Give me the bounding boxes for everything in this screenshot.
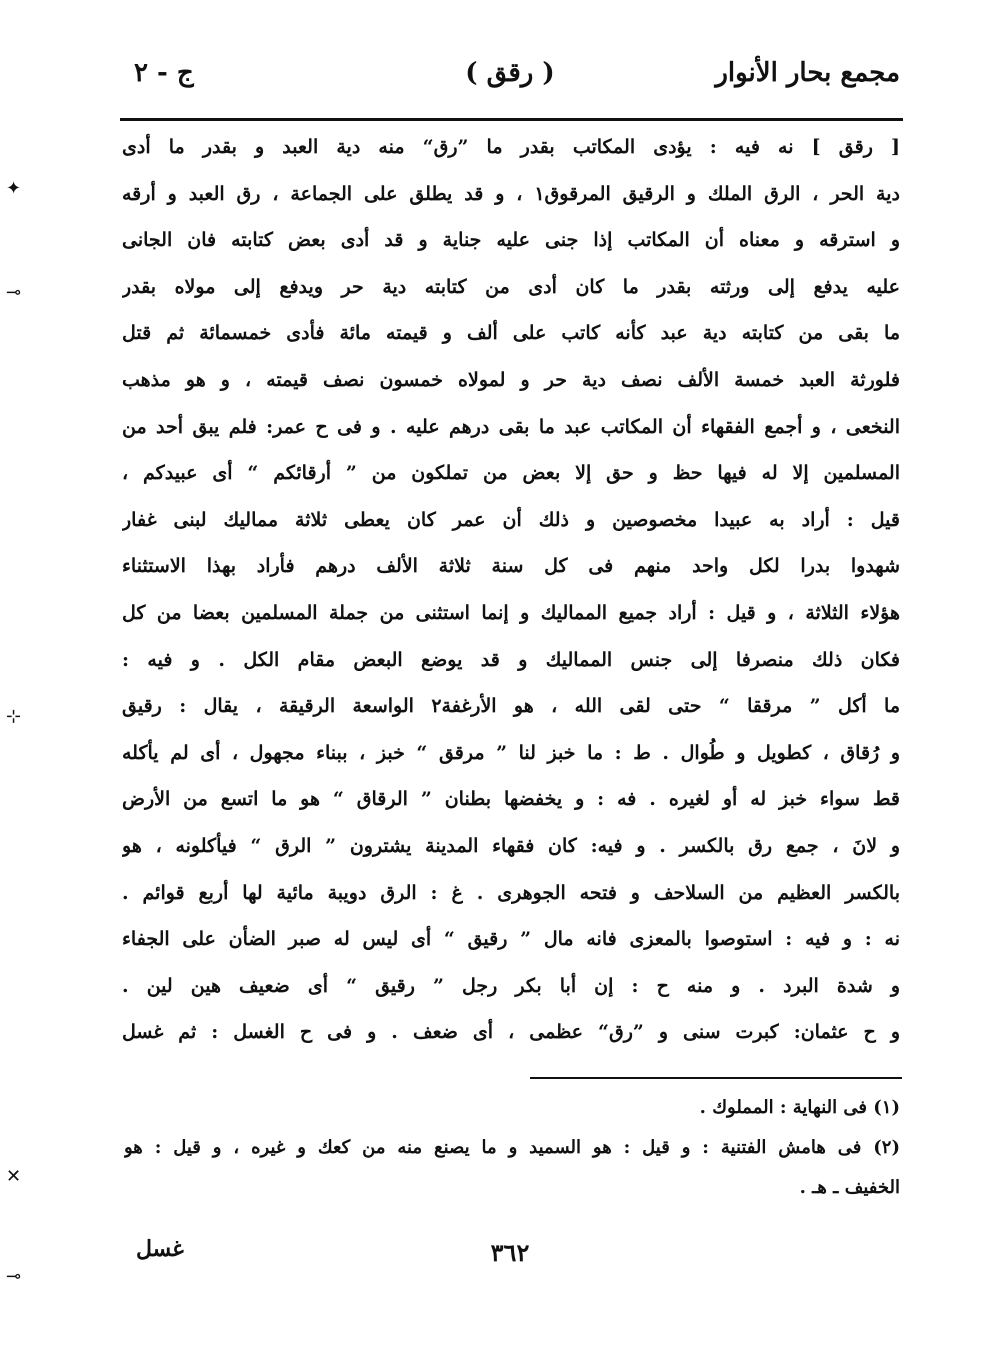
text-line: فكان ذلك منصرفا إلى جنس المماليك و قد يوضع البعض مقام الكل . و فيه :	[122, 648, 900, 671]
footnotes	[124, 1088, 900, 1208]
text-line: [ رقق ] نه فيه : يؤدى المكاتب بقدر ما ”رق“ منه دية العبد و بقدر ما أدى	[122, 136, 900, 158]
margin-mark-icon: ✦	[6, 178, 22, 199]
text-line: بالكسر العظيم من السلاحف و فتحه الجوهرى . غ : الرق دويبة مائية لها أربع قوائم .	[122, 881, 900, 904]
text-line: و شدة البرد . و منه ح : إن أبا بكر رجل ” رقيق “ أى ضعيف هين لين .	[122, 974, 900, 997]
root-heading: ( رقق )	[465, 58, 555, 88]
text-line: قط سواء خبز له أو لغيره . فه : و يخفضها بطنان ” الرقاق “ هو ما اتسع من الأرض	[122, 788, 900, 811]
text-line: عليه يدفع إلى ورثته بقدر ما كان أدى من كتابته دية حر ويدفع إلى مولاه بقدر	[122, 275, 900, 298]
margin-mark-icon: ⊹	[6, 706, 22, 727]
page-number: ٣٦٢	[490, 1238, 530, 1267]
header-rule	[120, 118, 903, 121]
text-line: هؤلاء الثلاثة ، و قيل : أراد جميع المماليك و إنما استثنى من جملة المسلمين بعضا من كل	[122, 601, 900, 624]
catchword: غسل	[136, 1236, 184, 1262]
margin-mark-icon: ⊸	[6, 282, 22, 303]
text-line: فلورثة العبد خمسة الألف نصف دية حر و لمولاه خمسون نصف قيمته ، و هو مذهب	[122, 368, 900, 391]
margin-mark-icon: ✕	[6, 1166, 22, 1187]
text-line: و استرقه و معناه أن المكاتب إذا جنى عليه جناية و قد أدى بعض كتابته فان الجانى	[122, 229, 900, 252]
footnote-1: (١) فى النهاية : المملوك .	[699, 1097, 900, 1118]
footnote-rule	[530, 1077, 902, 1079]
volume-label: ج - ٢	[134, 58, 194, 88]
text-line: ما أكل ” مرققا “ حتى لقى الله ، هو الأرغفة٢ الواسعة الرقيقة ، يقال : رقيق	[122, 695, 900, 718]
page-header	[120, 52, 900, 108]
margin-mark-icon: ⊸	[6, 1266, 22, 1287]
text-line: قيل : أراد به عبيدا مخصوصين و ذلك أن عمر كان يعطى ثلاثة مماليك لبنى غفار	[122, 508, 900, 531]
book-title: مجمع بحار الأنوار	[715, 58, 900, 88]
text-line: و لانَ ، جمع رق بالكسر . و فيه: كان فقهاء المدينة يشترون ” الرق “ فيأكلونه ، هو	[122, 834, 900, 857]
text-line: المسلمين إلا له فيها حظ و حق إلا بعض من تملكون من ” أرقائكم “ أى عبيدكم ،	[122, 462, 900, 485]
footnote-2: (٢) فى هامش الفتنية : و قيل : هو السميد و ما يصنع منه من كعك و غيره ، و قيل : هو	[124, 1137, 900, 1158]
text-line: دية الحر ، الرق الملك و الرقيق المرقوق١ ، و قد يطلق على الجماعة ، رق العبد و أرقه	[122, 182, 900, 205]
text-line: و رُقاق ، كطويل و طُوال . ط : ما خبز لنا ” مرقق “ خبز ، ببناء مجهول ، أى لم يأكله	[122, 741, 900, 764]
text-line: شهدوا بدرا لكل واحد منهم فى كل سنة ثلاثة الألف درهم فأراد بهذا الاستثناء	[122, 555, 900, 578]
text-line: النخعى ، و أجمع الفقهاء أن المكاتب عبد ما بقى درهم عليه . و فى ح عمر: فلم يبق أحد من	[122, 415, 900, 438]
text-line: و ح عثمان: كبرت سنى و ”رق“ عظمى ، أى ضعف . و فى ح الغسل : ثم غسل	[122, 1021, 900, 1044]
text-line: نه : و فيه : استوصوا بالمعزى فانه مال ” رقيق “ أى ليس له صبر الضأن على الجفاء	[122, 928, 900, 951]
footnote-2-continued: الخفيف ـ هـ .	[799, 1177, 900, 1198]
main-text	[122, 124, 900, 1056]
text-line: ما بقى من كتابته دية عبد كأنه كاتب على ألف و قيمته مائة فأدى خمسمائة ثم قتل	[122, 322, 900, 345]
